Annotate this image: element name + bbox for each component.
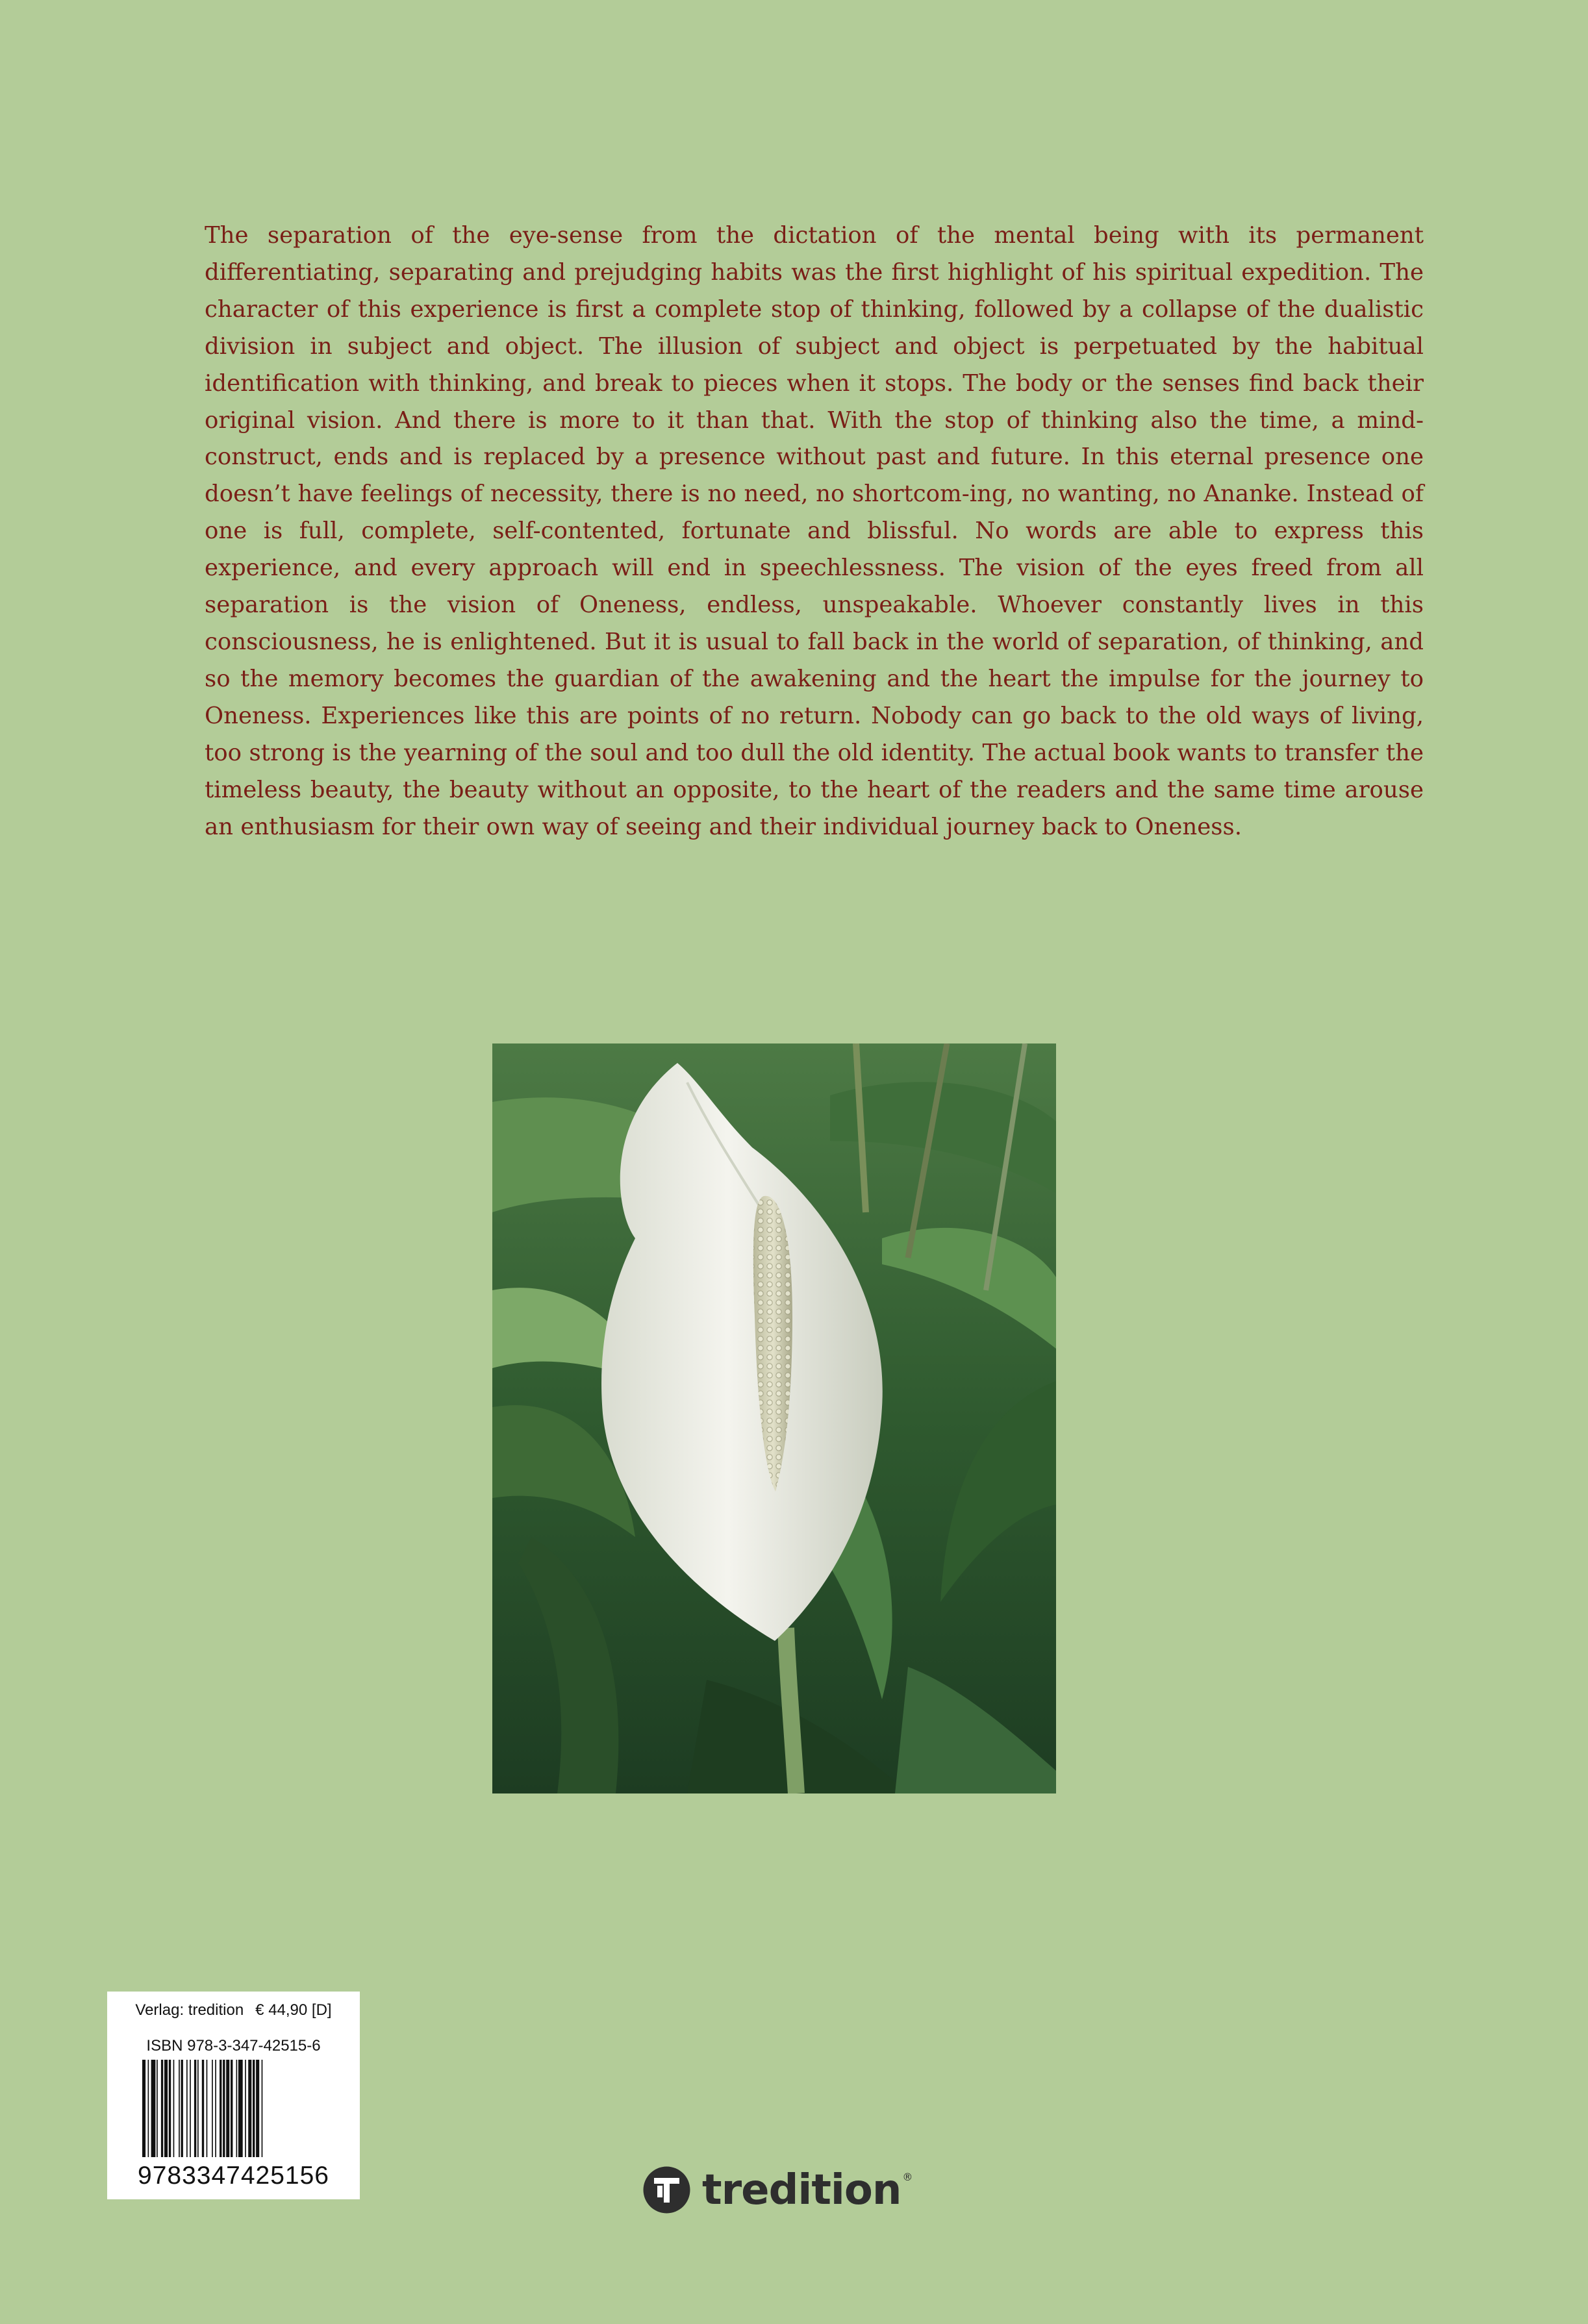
barcode-bars (141, 2060, 327, 2157)
barcode-bar (157, 2060, 158, 2157)
barcode-bar (207, 2060, 208, 2157)
price-label: € 44,90 [D] (255, 2001, 332, 2019)
barcode-bar (202, 2060, 204, 2157)
peace-lily-photo (492, 1043, 1056, 1793)
barcode-bar (164, 2060, 168, 2157)
barcode-bar (169, 2060, 171, 2157)
publisher-label: Verlag: tredition (135, 2001, 244, 2019)
isbn-label: ISBN 978-3-347-42515-6 (146, 2037, 321, 2055)
barcode-bar (151, 2060, 156, 2157)
tredition-logo-icon (643, 2166, 690, 2214)
barcode-bar (161, 2060, 163, 2157)
barcode-bar (231, 2060, 233, 2157)
barcode-bar (223, 2060, 225, 2157)
barcode-bar (215, 2060, 216, 2157)
barcode-bar (220, 2060, 221, 2157)
barcode-bar (186, 2060, 188, 2157)
barcode-bar (226, 2060, 229, 2157)
barcode-bar (173, 2060, 175, 2157)
registered-mark: ® (902, 2171, 913, 2183)
barcode-bar (212, 2060, 213, 2157)
barcode-bar (245, 2060, 246, 2157)
barcode-bar (148, 2060, 149, 2157)
barcode-bar (262, 2060, 263, 2157)
publisher-price-line (107, 2001, 360, 2019)
barcode-bar (236, 2060, 238, 2157)
barcode-bar (142, 2060, 145, 2157)
barcode-bar (256, 2060, 259, 2157)
barcode-bar (181, 2060, 183, 2157)
barcode-digits: 9783347425156 (138, 2162, 329, 2190)
barcode-bar (179, 2060, 180, 2157)
barcode-bar (248, 2060, 251, 2157)
back-cover-blurb: The separation of the eye-sense from the dictation of the mental being with its permanent differentiating, separating and prejudging habits was the first highlight of his spiritual expedition. The character of this experience is first a complete stop of thinking, followed by a collapse of the dualistic division in subject and object. The illusion of subject and object is perpetuated by the habitual identification with thinking, and break to pieces when it stops. The body or the senses find back their original vision. And there is more to it than that. With the stop of thinking also the time, a mind-construct, ends and is replaced by a presence without past and future. In this eternal presence one doesn’t have feelings of necessity, there is no need, no shortcom-ing, no wanting, no Ananke. Instead of one is full, complete, self-contented, fortunate and blissful. No words are able to express this experience, and every approach will end in speechlessness. The vision of the eyes freed from all separation is the vision of Oneness, endless, unspeakable. Whoever constantly lives in this consciousness, he is enlightened. But it is usual to fall back in the world of separation, of thinking, and so the memory becomes the guardian of the awakening and the heart the impulse for the journey to Oneness. Experiences like this are points of no return. Nobody can go back to the old ways of living, too strong is the yearning of the soul and too dull the old identity. The actual book wants to transfer the timeless beauty, the beauty without an opposite, to the heart of the readers and the same time arouse an enthusiasm for their own way of seeing and their individual journey back to Oneness. (205, 222, 1424, 840)
tredition-logo (643, 2166, 913, 2214)
barcode-bar (197, 2060, 199, 2157)
barcode-bar (194, 2060, 196, 2157)
barcode-bar (190, 2060, 191, 2157)
logo-wordmark: tredition (702, 2166, 901, 2214)
barcode-bar (238, 2060, 243, 2157)
barcode-bar (253, 2060, 255, 2157)
isbn-barcode-label (107, 1992, 360, 2199)
